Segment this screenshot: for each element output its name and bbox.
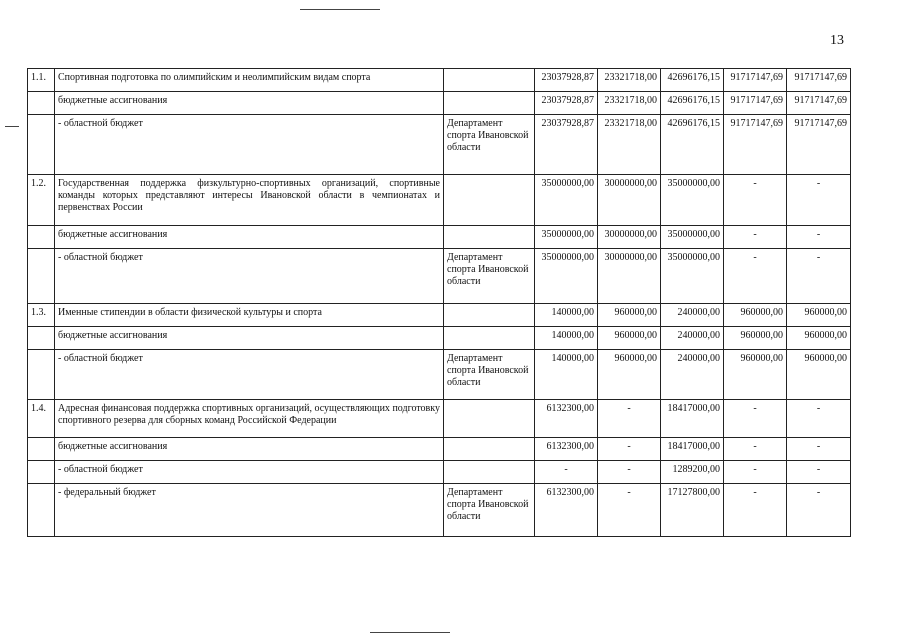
value-cell-4: 91717147,69 [724, 115, 787, 175]
executor-cell: Департамент спорта Ивановской области [444, 350, 535, 400]
row-name-cell: бюджетные ассигнования [55, 92, 444, 115]
executor-cell [444, 92, 535, 115]
value-cell-5: - [787, 226, 851, 249]
row-number-cell: 1.3. [28, 304, 55, 327]
value-cell-5: - [787, 175, 851, 226]
value-cell-5: - [787, 400, 851, 438]
value-cell-2: - [598, 400, 661, 438]
value-cell-3: 18417000,00 [661, 438, 724, 461]
value-cell-1: 35000000,00 [535, 175, 598, 226]
row-name-cell: - областной бюджет [55, 350, 444, 400]
value-cell-2: 30000000,00 [598, 175, 661, 226]
row-number-cell: 1.4. [28, 400, 55, 438]
value-cell-3: 240000,00 [661, 350, 724, 400]
row-number-cell [28, 350, 55, 400]
value-cell-2: 960000,00 [598, 304, 661, 327]
table-row [28, 484, 851, 537]
value-cell-4: - [724, 175, 787, 226]
table-row [28, 226, 851, 249]
row-number-cell [28, 461, 55, 484]
table-row [28, 69, 851, 92]
row-name-cell: - областной бюджет [55, 461, 444, 484]
row-name-cell: бюджетные ассигнования [55, 226, 444, 249]
value-cell-1: 140000,00 [535, 327, 598, 350]
executor-cell [444, 226, 535, 249]
value-cell-2: 23321718,00 [598, 92, 661, 115]
row-name-cell: - областной бюджет [55, 115, 444, 175]
value-cell-4: - [724, 461, 787, 484]
row-number-cell [28, 484, 55, 537]
value-cell-3: 1289200,00 [661, 461, 724, 484]
value-cell-5: 91717147,69 [787, 115, 851, 175]
value-cell-2: - [598, 438, 661, 461]
value-cell-5: - [787, 438, 851, 461]
value-cell-1: 140000,00 [535, 350, 598, 400]
row-name-cell: Именные стипендии в области физической культуры и спорта [55, 304, 444, 327]
table-row [28, 400, 851, 438]
value-cell-3: 18417000,00 [661, 400, 724, 438]
value-cell-5: - [787, 484, 851, 537]
executor-cell: Департамент спорта Ивановской области [444, 484, 535, 537]
row-number-cell: 1.1. [28, 69, 55, 92]
value-cell-3: 35000000,00 [661, 226, 724, 249]
table-row [28, 438, 851, 461]
row-name-cell: бюджетные ассигнования [55, 438, 444, 461]
value-cell-2: 23321718,00 [598, 69, 661, 92]
table-row [28, 249, 851, 304]
row-name-cell: бюджетные ассигнования [55, 327, 444, 350]
row-name-cell: - федеральный бюджет [55, 484, 444, 537]
executor-cell [444, 175, 535, 226]
scan-artifact-bottom-line [370, 632, 450, 633]
value-cell-1: 140000,00 [535, 304, 598, 327]
value-cell-4: 960000,00 [724, 304, 787, 327]
value-cell-1: 35000000,00 [535, 249, 598, 304]
row-name-cell: - областной бюджет [55, 249, 444, 304]
value-cell-2: 30000000,00 [598, 226, 661, 249]
table-row [28, 327, 851, 350]
value-cell-2: 23321718,00 [598, 115, 661, 175]
value-cell-5: - [787, 249, 851, 304]
value-cell-4: 960000,00 [724, 350, 787, 400]
value-cell-4: 91717147,69 [724, 69, 787, 92]
value-cell-1: 23037928,87 [535, 69, 598, 92]
row-number-cell [28, 115, 55, 175]
executor-cell [444, 69, 535, 92]
table-row [28, 350, 851, 400]
value-cell-3: 42696176,15 [661, 92, 724, 115]
value-cell-3: 35000000,00 [661, 175, 724, 226]
row-number-cell [28, 249, 55, 304]
value-cell-2: 960000,00 [598, 327, 661, 350]
value-cell-4: - [724, 484, 787, 537]
value-cell-3: 17127800,00 [661, 484, 724, 537]
executor-cell: Департамент спорта Ивановской области [444, 115, 535, 175]
executor-cell [444, 304, 535, 327]
table-row [28, 304, 851, 327]
executor-cell [444, 400, 535, 438]
row-number-cell [28, 92, 55, 115]
value-cell-4: - [724, 438, 787, 461]
value-cell-2: - [598, 461, 661, 484]
executor-cell [444, 461, 535, 484]
value-cell-4: - [724, 226, 787, 249]
value-cell-1: 6132300,00 [535, 400, 598, 438]
value-cell-1: - [535, 461, 598, 484]
value-cell-2: 960000,00 [598, 350, 661, 400]
executor-cell [444, 327, 535, 350]
value-cell-5: - [787, 461, 851, 484]
row-name-cell: Спортивная подготовка по олимпийским и неолимпийским видам спорта [55, 69, 444, 92]
scan-artifact-margin-mark [5, 126, 19, 127]
executor-cell [444, 438, 535, 461]
value-cell-3: 35000000,00 [661, 249, 724, 304]
value-cell-3: 240000,00 [661, 304, 724, 327]
value-cell-5: 960000,00 [787, 304, 851, 327]
value-cell-1: 6132300,00 [535, 484, 598, 537]
row-number-cell [28, 226, 55, 249]
value-cell-4: - [724, 400, 787, 438]
value-cell-2: - [598, 484, 661, 537]
scan-artifact-top-line [300, 9, 380, 10]
value-cell-4: 960000,00 [724, 327, 787, 350]
value-cell-5: 91717147,69 [787, 69, 851, 92]
table-row [28, 461, 851, 484]
row-name-cell: Адресная финансовая поддержка спортивных организаций, осуществляющих подготовку спортивного резерва для сборных команд Российской Федерации [55, 400, 444, 438]
value-cell-4: 91717147,69 [724, 92, 787, 115]
table-row [28, 175, 851, 226]
row-number-cell: 1.2. [28, 175, 55, 226]
budget-table [27, 68, 851, 537]
value-cell-3: 42696176,15 [661, 69, 724, 92]
table-row [28, 115, 851, 175]
value-cell-3: 240000,00 [661, 327, 724, 350]
value-cell-5: 960000,00 [787, 327, 851, 350]
executor-cell: Департамент спорта Ивановской области [444, 249, 535, 304]
value-cell-5: 91717147,69 [787, 92, 851, 115]
value-cell-5: 960000,00 [787, 350, 851, 400]
value-cell-2: 30000000,00 [598, 249, 661, 304]
value-cell-1: 6132300,00 [535, 438, 598, 461]
table-row [28, 92, 851, 115]
row-number-cell [28, 327, 55, 350]
value-cell-1: 23037928,87 [535, 92, 598, 115]
row-number-cell [28, 438, 55, 461]
page-number: 13 [830, 33, 844, 48]
value-cell-4: - [724, 249, 787, 304]
value-cell-1: 35000000,00 [535, 226, 598, 249]
value-cell-3: 42696176,15 [661, 115, 724, 175]
value-cell-1: 23037928,87 [535, 115, 598, 175]
row-name-cell: Государственная поддержка физкультурно-спортивных организаций, спортивные команды которых представляют интересы Ивановской области в чемпионатах и первенствах России [55, 175, 444, 226]
